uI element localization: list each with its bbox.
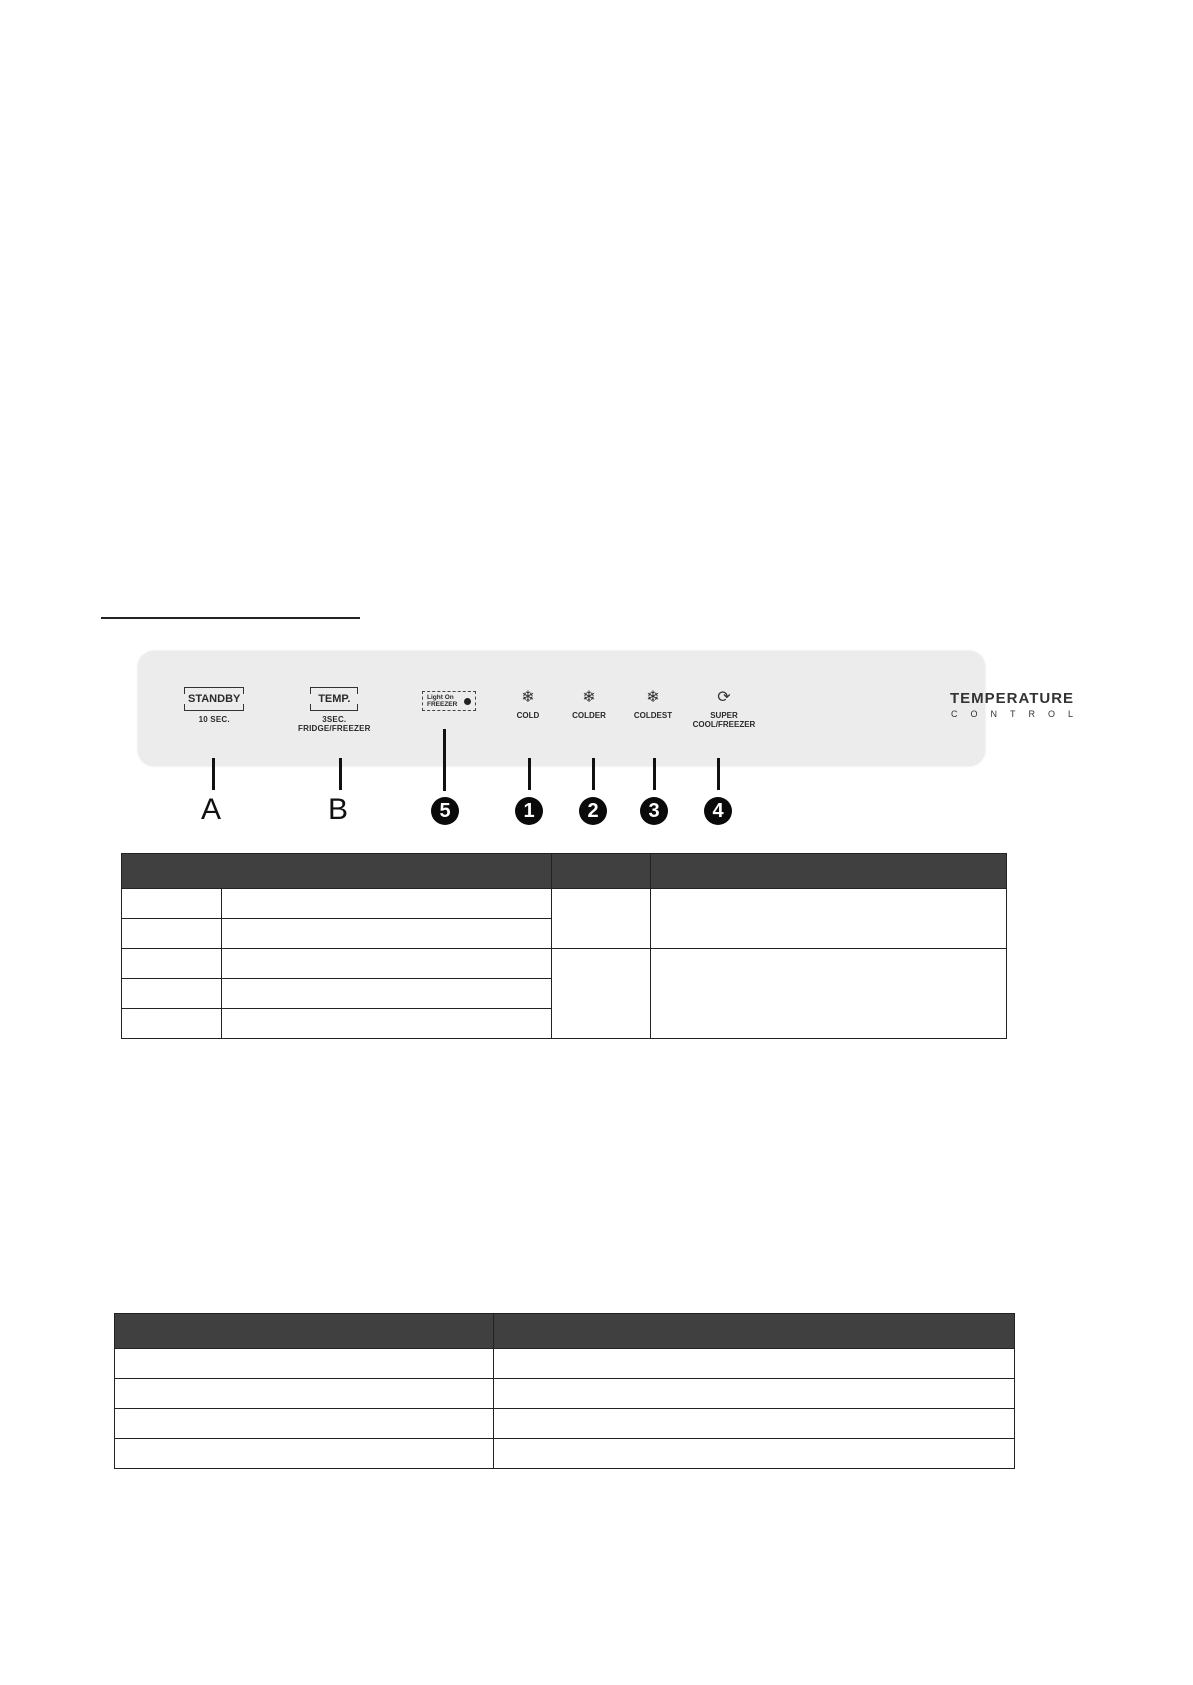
table-cell (122, 979, 222, 1009)
light-line-2: FREEZER (427, 701, 458, 708)
table-cell (551, 949, 651, 1039)
table-cell (115, 1409, 494, 1439)
standby-button[interactable] (184, 687, 244, 711)
callout-a: A (201, 793, 222, 826)
light-dot-icon (464, 698, 471, 705)
level-cold (508, 689, 548, 720)
table-cell (551, 889, 651, 949)
light-box (422, 691, 476, 711)
table-cell (651, 889, 1007, 949)
level-cold-label: COLD (516, 711, 540, 720)
table-cell (115, 1349, 494, 1379)
brand-logo (938, 690, 1086, 719)
snowflake-icon: ❄ (521, 689, 535, 706)
level-coldest (625, 689, 681, 720)
leader-line-a (212, 758, 215, 790)
super-cool-icon: ⟳ (717, 689, 731, 706)
controls-table (121, 853, 1007, 1039)
leader-line-4 (717, 758, 720, 790)
table-header-row (115, 1314, 1015, 1349)
table-cell (221, 889, 551, 919)
table-cell (122, 1009, 222, 1039)
table-row (122, 949, 1007, 979)
table-header-cell (651, 854, 1007, 889)
table-header-cell (122, 854, 552, 889)
leader-line-b (339, 758, 342, 790)
table-header-cell (493, 1314, 1014, 1349)
table-cell (115, 1439, 494, 1469)
callout-1: 1 (515, 797, 543, 825)
standby-control[interactable] (184, 687, 244, 724)
snowflake-icon: ❄ (646, 689, 660, 706)
table-cell (651, 949, 1007, 1039)
table-cell (221, 949, 551, 979)
level-coldest-label: COLDEST (633, 711, 673, 720)
level-colder-label: COLDER (572, 711, 606, 720)
level-colder (564, 689, 614, 720)
leader-line-5 (443, 729, 446, 791)
table-header-row (122, 854, 1007, 889)
table-row (122, 889, 1007, 919)
table-cell (221, 919, 551, 949)
table-header-cell (115, 1314, 494, 1349)
light-indicator (422, 691, 476, 711)
table-cell (221, 979, 551, 1009)
table-row (115, 1379, 1015, 1409)
table-cell (493, 1409, 1014, 1439)
temp-control[interactable] (298, 687, 371, 733)
light-line-1: Light On (427, 694, 454, 701)
callout-5: 5 (431, 797, 459, 825)
brand-title: TEMPERATURE (949, 690, 1075, 707)
level-super-label-2: COOL/FREEZER (692, 720, 756, 729)
table-cell (221, 1009, 551, 1039)
section-heading-underline (101, 617, 360, 619)
table-cell (493, 1439, 1014, 1469)
table-cell (122, 919, 222, 949)
standby-label: STANDBY (188, 693, 241, 705)
leader-line-3 (653, 758, 656, 790)
standby-sub: 10 SEC. (198, 715, 230, 724)
settings-table (114, 1313, 1015, 1469)
temp-sub-2: FRIDGE/FREEZER (298, 724, 371, 733)
snowflake-icon: ❄ (582, 689, 596, 706)
level-super-label-1: SUPER (710, 711, 738, 720)
callout-2: 2 (579, 797, 607, 825)
table-cell (115, 1379, 494, 1409)
callout-b: B (328, 793, 349, 826)
temp-button[interactable] (310, 687, 358, 711)
callout-3: 3 (640, 797, 668, 825)
temp-label: TEMP. (318, 693, 351, 705)
table-row (115, 1409, 1015, 1439)
table-cell (122, 949, 222, 979)
table-row (115, 1439, 1015, 1469)
leader-line-1 (528, 758, 531, 790)
temp-sub-1: 3SEC. (322, 715, 347, 724)
table-cell (493, 1349, 1014, 1379)
table-header-cell (551, 854, 651, 889)
table-cell (493, 1379, 1014, 1409)
control-panel (138, 651, 1087, 766)
level-super (684, 689, 764, 729)
callout-4: 4 (704, 797, 732, 825)
table-cell (122, 889, 222, 919)
leader-line-2 (592, 758, 595, 790)
brand-sub: CONTROL (951, 709, 1087, 719)
table-row (115, 1349, 1015, 1379)
